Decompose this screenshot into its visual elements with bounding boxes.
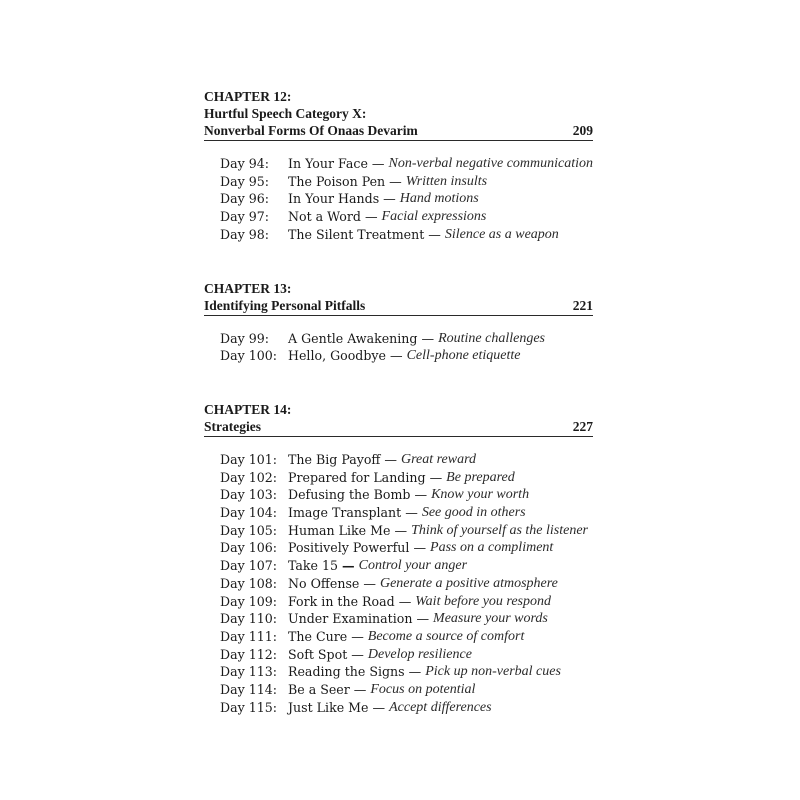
em-dash: — (416, 611, 430, 627)
entry-description: Facial expressions (381, 209, 487, 225)
chapter-page-number: 209 (572, 123, 593, 138)
chapter-12 (204, 88, 593, 244)
entry-title: Be a Seer (288, 682, 350, 698)
entry-description: Cell-phone etiquette (406, 348, 521, 364)
entry-day: Day 114: (220, 682, 278, 698)
chapter-label: CHAPTER 12: (204, 89, 292, 104)
entry-description: Hand motions (399, 191, 479, 207)
chapter-heading (204, 401, 593, 437)
toc-entry (220, 646, 593, 664)
entry-title: Fork in the Road (288, 593, 395, 609)
em-dash: — (364, 209, 378, 225)
chapter-title-row (204, 297, 593, 316)
chapter-page-number: 227 (572, 418, 593, 434)
toc-entry (220, 208, 593, 226)
entry-day: Day 95: (220, 173, 269, 189)
toc-entry (220, 522, 593, 540)
entry-day: Day 106: (220, 540, 278, 556)
entry-title: Defusing the Bomb (288, 487, 411, 503)
toc-entry (220, 593, 593, 611)
entry-day: Day 108: (220, 575, 278, 591)
entry-day: Day 97: (220, 209, 269, 225)
toc-entry (220, 663, 593, 681)
entry-day: Day 111: (220, 628, 278, 644)
entry-description: Silence as a weapon (444, 226, 559, 242)
chapter-page-number: 221 (572, 297, 593, 313)
entry-description: Wait before you respond (415, 593, 552, 609)
entry-title: Positively Powerful (288, 540, 410, 556)
toc-entry (220, 575, 593, 593)
entry-title: No Offense (288, 575, 360, 591)
entry-description: Focus on potential (370, 682, 476, 698)
entry-title: Prepared for Landing (288, 469, 426, 485)
entry-day: Day 100: (220, 348, 278, 364)
entry-day: Day 112: (220, 646, 278, 662)
chapter-title-line: Identifying Personal Pitfalls (204, 297, 366, 313)
toc-entry (220, 681, 593, 699)
entry-title: Not a Word (288, 209, 361, 225)
em-dash: — (353, 682, 367, 698)
toc-entry (220, 469, 593, 487)
entry-description: Think of yourself as the listener (411, 522, 589, 538)
entry-description: Accept differences (389, 699, 492, 715)
entry-title: The Poison Pen (288, 173, 386, 189)
entry-title: A Gentle Awakening (288, 330, 418, 346)
entry-day: Day 99: (220, 330, 269, 346)
entry-day: Day 110: (220, 611, 278, 627)
toc-entry (220, 155, 593, 173)
entry-title: Take 15 (288, 558, 339, 574)
em-dash: — (398, 593, 412, 609)
entry-description: Non-verbal negative communication (388, 156, 594, 171)
chapter-14 (204, 401, 593, 717)
em-dash: — (363, 575, 376, 591)
entry-day: Day 96: (220, 191, 269, 207)
em-dash: — (429, 469, 443, 485)
toc-entry (220, 226, 593, 244)
entry-description: Routine challenges (438, 330, 545, 346)
entry-title: Image Transplant (288, 505, 402, 521)
entry-list (220, 330, 593, 365)
entry-title: Hello, Goodbye (288, 348, 386, 364)
toc-entry (220, 190, 593, 208)
entry-day: Day 101: (220, 451, 278, 467)
entry-title: In Your Face (288, 156, 368, 171)
entry-list (220, 451, 593, 717)
chapter-label: CHAPTER 13: (204, 280, 292, 296)
em-dash: — (390, 348, 403, 364)
chapter-13 (204, 280, 593, 365)
entry-description: See good in others (421, 505, 526, 521)
em-dash: — (383, 191, 396, 207)
chapter-label: CHAPTER 14: (204, 401, 292, 417)
entry-title: The Big Payoff (288, 451, 381, 467)
entry-title: Just Like Me (288, 699, 369, 715)
toc-entry (220, 347, 593, 365)
em-dash: — (394, 522, 408, 538)
entry-day: Day 102: (220, 469, 278, 485)
toc-entry (220, 173, 593, 191)
toc-entry (220, 504, 593, 522)
entry-description: Become a source of comfort (367, 628, 525, 644)
toc-entry (220, 610, 593, 628)
entry-title: Under Examination (288, 611, 413, 627)
em-dash: — (421, 330, 435, 346)
em-dash: — (351, 628, 364, 644)
chapter-heading (204, 280, 593, 316)
em-dash: — (372, 699, 386, 715)
entry-title: Reading the Signs (288, 664, 405, 680)
em-dash: — (408, 664, 422, 680)
entry-title: The Silent Treatment (288, 226, 425, 242)
chapter-title-row (204, 418, 593, 437)
em-dash: — (413, 540, 427, 556)
entry-day: Day 105: (220, 522, 278, 538)
chapter-title-line: Hurtful Speech Category X: (204, 106, 367, 121)
toc-entry (220, 539, 593, 557)
entry-day: Day 109: (220, 593, 278, 609)
em-dash: — (371, 156, 385, 171)
entry-day: Day 98: (220, 226, 269, 242)
entry-day: Day 94: (220, 156, 269, 171)
table-of-contents (204, 88, 593, 716)
entry-description: Written insults (405, 173, 488, 189)
entry-description: Generate a positive atmosphere (379, 575, 558, 591)
em-dash: — (351, 646, 364, 662)
em-dash: — (342, 558, 355, 574)
toc-entry (220, 451, 593, 469)
toc-entry (220, 330, 593, 348)
em-dash: — (414, 487, 428, 503)
entry-description: Control your anger (358, 558, 468, 574)
chapter-heading (204, 88, 593, 141)
toc-entry (220, 628, 593, 646)
chapter-title-row (204, 122, 593, 141)
toc-entry (220, 486, 593, 504)
em-dash: — (405, 505, 418, 521)
entry-description: Know your worth (431, 487, 530, 503)
chapter-title-line: Nonverbal Forms Of Onaas Devarim (204, 123, 418, 138)
chapter-title-line: Strategies (204, 418, 261, 434)
entry-description: Great reward (400, 451, 477, 467)
entry-title: Soft Spot (288, 646, 348, 662)
em-dash: — (384, 451, 397, 467)
entry-day: Day 115: (220, 699, 278, 715)
entry-description: Measure your words (433, 611, 548, 627)
entry-description: Develop resilience (367, 646, 472, 662)
em-dash: — (389, 173, 402, 189)
entry-day: Day 113: (220, 664, 278, 680)
em-dash: — (428, 226, 441, 242)
entry-title: Human Like Me (288, 522, 391, 538)
entry-description: Be prepared (446, 469, 515, 485)
entry-description: Pick up non-verbal cues (425, 664, 561, 680)
entry-day: Day 107: (220, 558, 278, 574)
toc-entry (220, 699, 593, 717)
entry-day: Day 103: (220, 487, 278, 503)
toc-entry (220, 557, 593, 575)
entry-description: Pass on a compliment (430, 540, 554, 556)
entry-title: In Your Hands (288, 191, 380, 207)
entry-day: Day 104: (220, 505, 278, 521)
entry-title: The Cure (288, 628, 348, 644)
entry-list (220, 155, 593, 244)
